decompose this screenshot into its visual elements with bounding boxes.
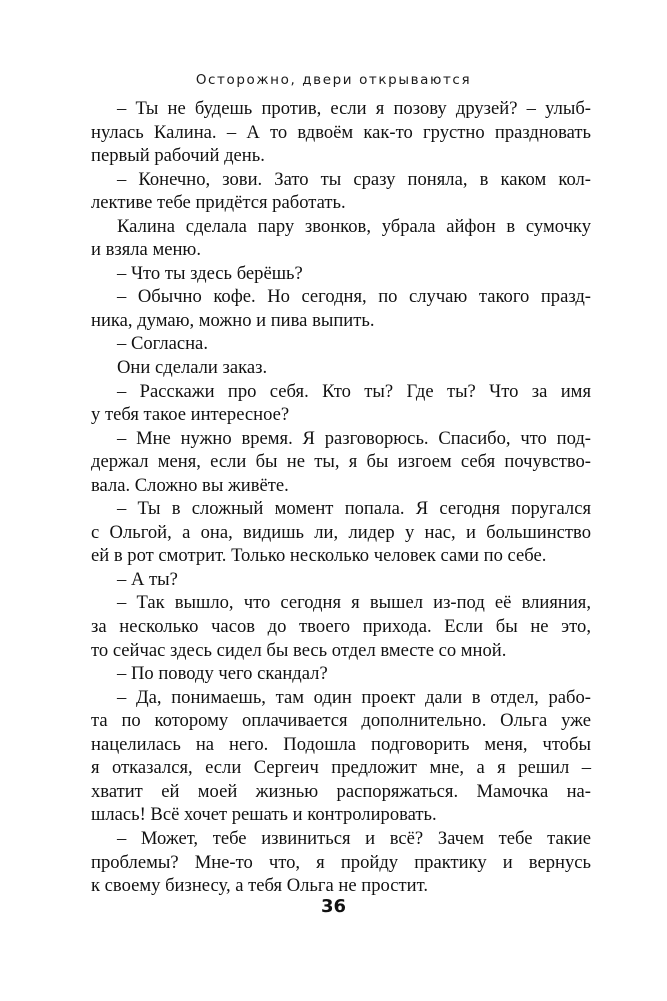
- text-line: та по которому оплачивается дополнительно. Ольга уже: [91, 710, 591, 732]
- text-line: у тебя такое интересное?: [91, 404, 290, 426]
- text-line: – А ты?: [117, 568, 178, 590]
- text-line: я отказался, если Сергеич предложит мне, а я решил –: [91, 757, 591, 779]
- text-line: с Ольгой, а она, видишь ли, лидер у нас, и большинство: [91, 521, 591, 543]
- text-line: – Мне нужно время. Я разговорюсь. Спасибо, что под-: [117, 427, 591, 449]
- text-line: – Конечно, зови. Зато ты сразу поняла, в каком кол-: [117, 168, 591, 190]
- text-line: ника, думаю, можно и пива выпить.: [91, 309, 375, 331]
- page-number: 36: [320, 896, 347, 917]
- text-line: первый рабочий день.: [91, 145, 265, 167]
- text-line: и взяла меню.: [91, 239, 201, 261]
- text-line: – Ты не будешь против, если я позову друзей? – улыб-: [117, 98, 591, 119]
- text-line: – Может, тебе извиниться и всё? Зачем тебе такие: [117, 827, 591, 849]
- text-line: – По поводу чего скандал?: [117, 663, 328, 685]
- running-header: Осторожно, двери открываются: [195, 72, 472, 88]
- text-line: шлась! Всё хочет решать и контролировать.: [91, 804, 437, 826]
- text-line: – Согласна.: [117, 333, 208, 355]
- text-line: вала. Сложно вы живёте.: [91, 474, 289, 496]
- text-line: проблемы? Мне-то что, я пройду практику и вернусь: [91, 851, 591, 873]
- text-line: лективе тебе придётся работать.: [91, 192, 346, 214]
- text-line: нулась Калина. – А то вдвоём как-то грустно праздновать: [91, 121, 591, 143]
- text-line: – Да, понимаешь, там один проект дали в отдел, рабо-: [117, 686, 591, 708]
- text-line: держал меня, если бы не ты, я бы изгоем себя почувство-: [91, 451, 591, 473]
- text-line: Они сделали заказ.: [117, 357, 268, 379]
- text-line: – Обычно кофе. Но сегодня, по случаю такого празд-: [117, 286, 591, 308]
- text-line: – Расскажи про себя. Кто ты? Где ты? Что за имя: [117, 380, 591, 402]
- body-text: [91, 97, 591, 898]
- text-line: нацелилась на него. Подошла подговорить меня, чтобы: [91, 733, 591, 755]
- text-line: – Что ты здесь берёшь?: [117, 262, 303, 284]
- text-line: ей в рот смотрит. Только несколько человек сами по себе.: [91, 545, 547, 567]
- text-line: Калина сделала пару звонков, убрала айфон в сумочку: [117, 215, 591, 237]
- text-line: к своему бизнесу, а тебя Ольга не простит.: [91, 875, 428, 897]
- text-line: то сейчас здесь сидел бы весь отдел вместе со мной.: [91, 639, 507, 661]
- text-line: – Так вышло, что сегодня я вышел из-под её влияния,: [117, 592, 591, 614]
- text-line: за несколько часов до твоего прихода. Если бы не это,: [91, 616, 591, 638]
- text-line: – Ты в сложный момент попала. Я сегодня поругался: [117, 498, 591, 520]
- text-line: хватит ей моей жизнью распоряжаться. Мамочка на-: [91, 780, 591, 802]
